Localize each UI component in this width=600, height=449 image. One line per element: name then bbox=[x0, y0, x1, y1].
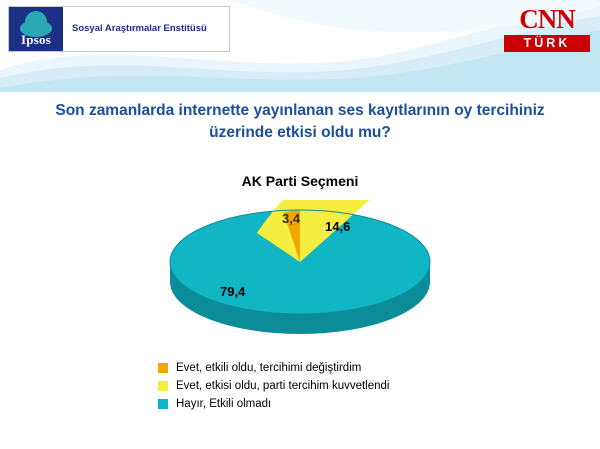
chart-legend bbox=[158, 362, 488, 416]
legend-label-kuvvetlendi: Evet, etkisi oldu, parti tercihim kuvvetlendi bbox=[176, 380, 390, 392]
pie-value-label-hayir: 79,4 bbox=[220, 284, 246, 299]
ipsos-logo bbox=[8, 6, 230, 52]
ipsos-logo-word: Ipsos bbox=[21, 32, 51, 47]
legend-swatch-degistirdim bbox=[158, 363, 168, 373]
turk-wordmark: TÜRK bbox=[504, 35, 590, 52]
pie-value-label-kuvvetlendi: 14,6 bbox=[325, 219, 351, 234]
legend-swatch-hayir bbox=[158, 399, 168, 409]
ipsos-institute-name: Sosyal Araştırmalar Enstitüsü bbox=[72, 23, 207, 35]
legend-swatch-kuvvetlendi bbox=[158, 381, 168, 391]
cnn-turk-logo bbox=[504, 6, 590, 52]
legend-item bbox=[158, 380, 488, 392]
question-text: Son zamanlarda internette yayınlanan ses kayıtlarının oy tercihiniz üzerinde etkisi oldu mu? bbox=[55, 102, 545, 142]
legend-label-hayir: Hayır, Etkili olmadı bbox=[176, 398, 272, 410]
cnn-wordmark: CNN bbox=[519, 4, 575, 34]
chart-title: AK Parti Seçmeni bbox=[241, 173, 359, 189]
legend-label-degistirdim: Evet, etkili oldu, tercihimi değiştirdim bbox=[176, 362, 362, 374]
legend-item bbox=[158, 362, 488, 374]
pie-value-label-degistirdim: 3,4 bbox=[282, 211, 301, 226]
legend-item bbox=[158, 398, 488, 410]
ipsos-mark-icon bbox=[9, 7, 63, 51]
pie-chart bbox=[165, 200, 435, 340]
